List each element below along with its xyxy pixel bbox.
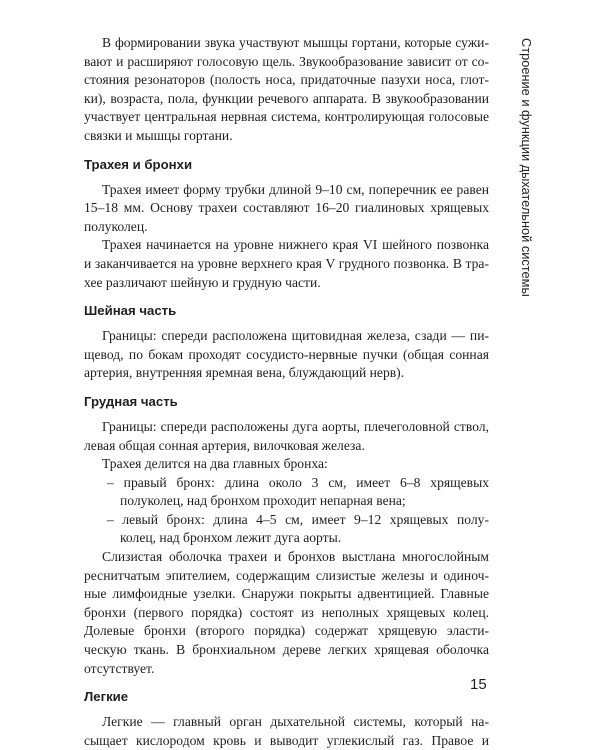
- text-line: Трахея начинается на уровне нижнего края VI шейного позвонка: [102, 237, 489, 253]
- text-line: Слизистая оболочка трахеи и бронхов выстлана многослойным: [102, 549, 489, 565]
- thoracic-paragraph-1: [84, 418, 489, 455]
- text-line: ческую ткань. В бронхиальном дереве легких хрящевая оболочка: [84, 642, 489, 658]
- text-line: 15–18 мм. Основу трахеи составляют 16–20 гиалиновых хрящевых: [84, 200, 489, 216]
- trachea-paragraph-1: [84, 181, 489, 237]
- heading-lungs: Легкие: [84, 689, 129, 705]
- text-line: и заканчивается на уровне верхнего края V грудного позвонка. В тра-: [84, 255, 489, 271]
- text-line: щевод, по бокам проходят сосудисто-нервные пучки (общая сонная: [84, 346, 489, 362]
- text-line: ки), возраста, пола, функции речевого аппарата. В звукообразовании: [84, 90, 489, 106]
- trachea-paragraph-2: [84, 236, 489, 292]
- text-line: отсутствует.: [84, 660, 155, 676]
- text-line: левая общая сонная артерия, вилочковая железа.: [84, 437, 365, 453]
- heading-trachea-bronchi: Трахея и бронхи: [84, 156, 193, 172]
- running-head-section-title: Строение и функции дыхательной системы: [519, 38, 534, 297]
- text-line: Границы: спереди расположены дуга аорты, плечеголовной ствол,: [102, 418, 489, 434]
- text-line: стояния резонаторов (полость носа, придаточные пазухи носа, глот-: [84, 72, 489, 88]
- intro-paragraph: [84, 34, 489, 146]
- text-line: сыщает кислородом кровь и выводит углекислый газ. Правое и: [84, 732, 489, 748]
- text-line: связки и мышцы гортани.: [84, 127, 233, 143]
- heading-cervical-part: Шейная часть: [84, 303, 177, 319]
- text-line: полуколец.: [84, 218, 148, 234]
- text-line: колец, над бронхом лежит дуга аорты.: [120, 530, 342, 546]
- thoracic-paragraph-3: [84, 548, 489, 678]
- text-line: Трахея имеет форму трубки длиной 9–10 см, поперечник ее равен: [102, 181, 489, 197]
- list-item-right-bronchus: [84, 474, 489, 511]
- text-line: Долевые бронхи (второго порядка) содержат хрящевую эласти-: [84, 623, 489, 639]
- text-line: бронхи (первого порядка) состоят из неполных хрящевых колец.: [84, 604, 489, 620]
- page-body: [84, 34, 489, 750]
- text-line: Легкие — главный орган дыхательной системы, который на-: [102, 714, 489, 730]
- text-line: – левый бронх: длина 4–5 см, имеет 9–12 хрящевых полу-: [107, 511, 489, 527]
- text-line: реснитчатым эпителием, содержащим слизистые железы и одиноч-: [84, 567, 489, 583]
- heading-thoracic-part: Грудная часть: [84, 393, 178, 409]
- text-line: вают и расширяют голосовую щель. Звукообразование зависит от со-: [84, 53, 489, 69]
- text-line: В формировании звука участвуют мышцы гортани, которые сужи-: [102, 35, 489, 50]
- cervical-paragraph: [84, 327, 489, 383]
- text-line: ные лимфоидные узелки. Снаружи покрыты адвентицией. Главные: [84, 586, 489, 602]
- page-number: 15: [470, 676, 487, 693]
- text-line: участвует центральная нервная система, контролирующая голосовые: [84, 109, 489, 125]
- text-line: хее различают шейную и грудную части.: [84, 274, 321, 290]
- list-item-left-bronchus: [84, 511, 489, 548]
- lungs-paragraph: [84, 713, 489, 750]
- text-line: артерия, внутренняя яремная вена, блуждающий нерв).: [84, 365, 405, 381]
- thoracic-paragraph-2: Трахея делится на два главных бронха:: [102, 456, 328, 472]
- text-line: полуколец, над бронхом проходит непарная вена;: [120, 493, 406, 509]
- text-line: Границы: спереди расположена щитовидная железа, сзади — пи-: [102, 328, 489, 344]
- text-line: – правый бронх: длина около 3 см, имеет 6–8 хрящевых: [107, 474, 489, 490]
